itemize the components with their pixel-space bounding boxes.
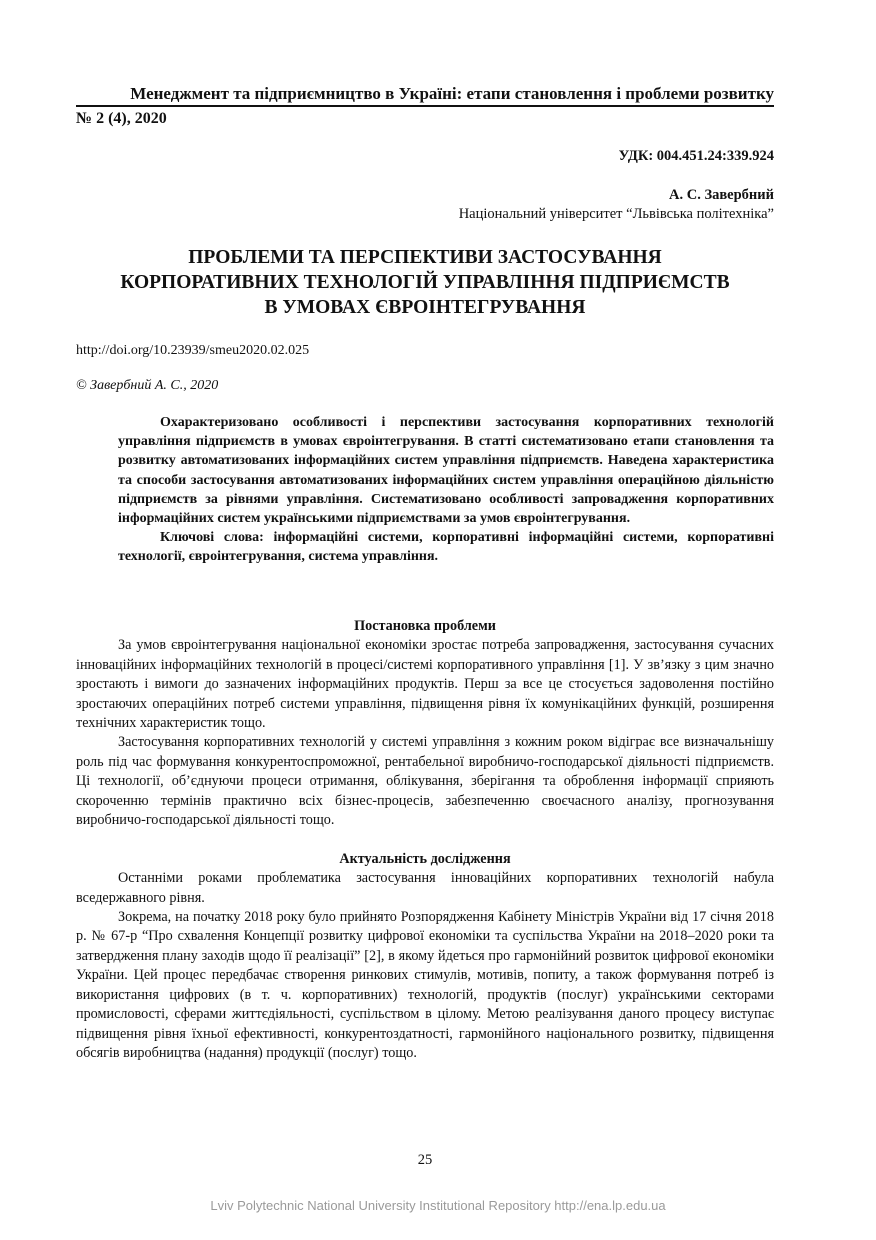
udc-code: УДК: 004.451.24:339.924	[618, 148, 774, 164]
issue-number: № 2 (4), 2020	[76, 110, 167, 127]
keywords: Ключові слова: інформаційні системи, корпоративні інформаційні системи, корпоративні технології, євроінтегрування, система управління.	[118, 530, 774, 565]
copyright-notice: © Завербний А. С., 2020	[76, 378, 219, 393]
paragraph: Застосування корпоративних технологій у системі управління з кожним роком відіграє все визначальнішу роль під час формування конкурентоспроможної, рентабельної виробничо-господарської діяльності підприємств. Ці технології, об’єднуючи процеси отримання, облікування, зберігання та оброблення інформації сприяють скороченню термінів практично всіх бізнес-процесів, забезпеченню своєчасного аналізу, прогнозування виробничо-господарської діяльності тощо.	[76, 734, 774, 829]
page-number: 25	[417, 1152, 433, 1168]
author-affiliation: Національний університет “Львівська політехніка”	[458, 206, 774, 222]
doi-link[interactable]: http://doi.org/10.23939/smeu2020.02.025	[76, 343, 310, 358]
section-heading-relevance: Актуальність дослідження	[339, 850, 511, 867]
paragraph: Зокрема, на початку 2018 року було прийнято Розпорядження Кабінету Міністрів України від 17 січня 2018 р. № 67-р “Про схвалення Концепції розвитку цифрової економіки та суспільства України на 2018–2020 роки та затвердження плану заходів щодо її реалізації” [2], в якому йдеться про гармонійний розвиток цифрової економіки України. Цей процес передбачає створення ринкових стимулів, мотивів, попиту, а також формування потреб із використання цифрових (в т. ч. корпоративних) технологій, продуктів (послуг) українськими секторами промисловості, сферами життєдіяльності, суспільством в цілому. Метою реалізування даного процесу виступає підвищення рівня їхньої ефективності, конкурентоздатності, гармонійного національного розвитку, підвищення обсягів виробництва (надання) продукції (послуг) тощо.	[76, 909, 774, 1061]
article-title-line: ПРОБЛЕМИ ТА ПЕРСПЕКТИВИ ЗАСТОСУВАННЯ	[188, 247, 662, 268]
abstract-text: Охарактеризовано особливості і перспективи застосування корпоративних технологій управління підприємств в умовах євроінтегрування. В статті систематизовано етапи становлення та розвитку автоматизованих інформаційних систем управління підприємств. Наведена характеристика та способи застосування автоматизованих інформаційних систем управління операційною діяльністю підприємств за рівнями управління. Систематизовано особливості запровадження корпоративних інформаційних систем українськими підприємствами за умов євроінтегрування.	[118, 415, 774, 527]
article-body	[76, 617, 774, 1063]
article-title-line: В УМОВАХ ЄВРОІНТЕГРУВАННЯ	[264, 297, 586, 318]
paragraph: Останніми роками проблематика застосування інноваційних корпоративних технологій набула вседержавного рівня.	[76, 870, 774, 906]
section-heading-problem: Постановка проблеми	[354, 618, 496, 634]
article-title	[76, 245, 774, 320]
header-rule	[76, 105, 774, 107]
abstract	[118, 413, 774, 567]
paragraph: За умов євроінтегрування національної економіки зростає потреба запровадження, застосування сучасних інноваційних інформаційних технологій в процесі/системі корпоративного управління [1]. У зв’язку з цим значно зростають і вимоги до зазначених інформаційних продуктів. Перш за все це стосується задоволення постійно зростаючих операційних потреб системи управління, підвищення рівня їх комунікаційних функцій, розширення технічних характеристик тощо.	[76, 637, 774, 732]
journal-title: Менеджмент та підприємництво в Україні: етапи становлення і проблеми розвитку	[130, 84, 774, 103]
repository-footer[interactable]: Lviv Polytechnic National University Institutional Repository http://ena.lp.edu.ua	[210, 1198, 666, 1213]
author-name: А. С. Завербний	[669, 187, 774, 203]
article-title-line: КОРПОРАТИВНИХ ТЕХНОЛОГІЙ УПРАВЛІННЯ ПІДПРИЄМСТВ	[120, 272, 730, 293]
